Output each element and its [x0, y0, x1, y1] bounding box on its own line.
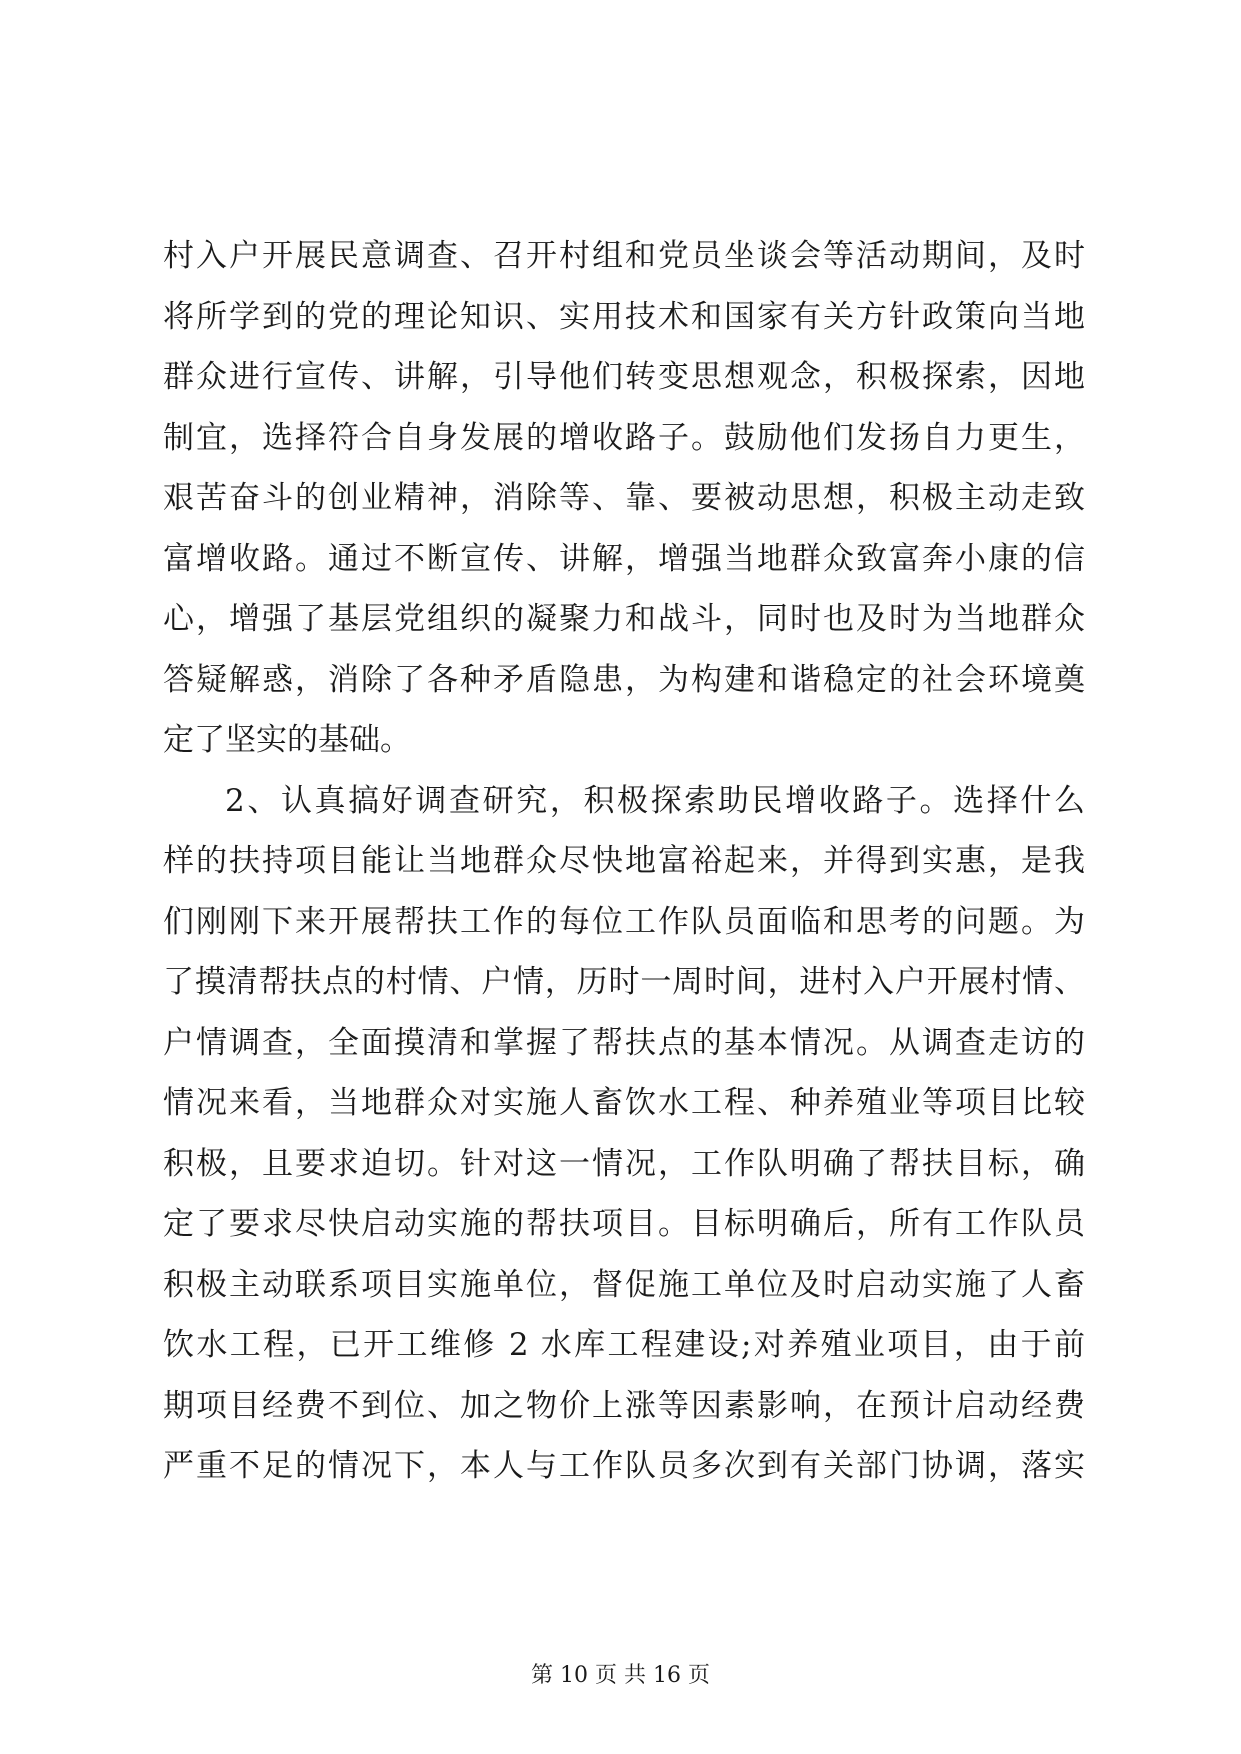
text-line: 村入户开展民意调查、召开村组和党员坐谈会等活动期间，及时	[163, 238, 1085, 274]
paragraph-first-line: 2、认真搞好调查研究，积极探索助民增收路子。选择什么	[225, 782, 1085, 819]
text-line: 群众进行宣传、讲解，引导他们转变思想观念，积极探索，因地	[163, 359, 1085, 395]
text-line: 饮水工程，已开工维修 2 水库工程建设;对养殖业项目，由于前	[163, 1327, 1085, 1363]
text-line: 户情调查，全面摸清和掌握了帮扶点的基本情况。从调查走访的	[163, 1024, 1085, 1061]
text-line: 样的扶持项目能让当地群众尽快地富裕起来，并得到实惠，是我	[163, 843, 1085, 879]
document-body	[163, 226, 1085, 1497]
text-line: 艰苦奋斗的创业精神，消除等、靠、要被动思想，积极主动走致	[163, 480, 1085, 516]
text-line: 答疑解惑，消除了各种矛盾隐患，为构建和谐稳定的社会环境奠	[163, 661, 1085, 698]
text-line: 定了坚实的基础。	[163, 722, 411, 758]
text-line: 期项目经费不到位、加之物价上涨等因素影响，在预计启动经费	[163, 1387, 1085, 1424]
text-line: 制宜，选择符合自身发展的增收路子。鼓励他们发扬自力更生，	[163, 419, 1085, 456]
text-line: 积极，且要求迫切。针对这一情况，工作队明确了帮扶目标，确	[163, 1145, 1085, 1182]
text-line: 情况来看，当地群众对实施人畜饮水工程、种养殖业等项目比较	[163, 1085, 1085, 1121]
page-number-footer: 第 10 页 共 16 页	[531, 1663, 710, 1688]
text-line: 严重不足的情况下，本人与工作队员多次到有关部门协调，落实	[163, 1448, 1085, 1484]
text-line: 富增收路。通过不断宣传、讲解，增强当地群众致富奔小康的信	[163, 540, 1085, 577]
text-line: 定了要求尽快启动实施的帮扶项目。目标明确后，所有工作队员	[163, 1206, 1085, 1242]
text-line: 了摸清帮扶点的村情、户情，历时一周时间，进村入户开展村情、	[163, 964, 1085, 1000]
text-line: 将所学到的党的理论知识、实用技术和国家有关方针政策向当地	[163, 298, 1085, 335]
text-line: 心，增强了基层党组织的凝聚力和战斗，同时也及时为当地群众	[163, 601, 1085, 637]
text-line: 积极主动联系项目实施单位，督促施工单位及时启动实施了人畜	[163, 1266, 1085, 1303]
text-line: 们刚刚下来开展帮扶工作的每位工作队员面临和思考的问题。为	[163, 903, 1085, 940]
